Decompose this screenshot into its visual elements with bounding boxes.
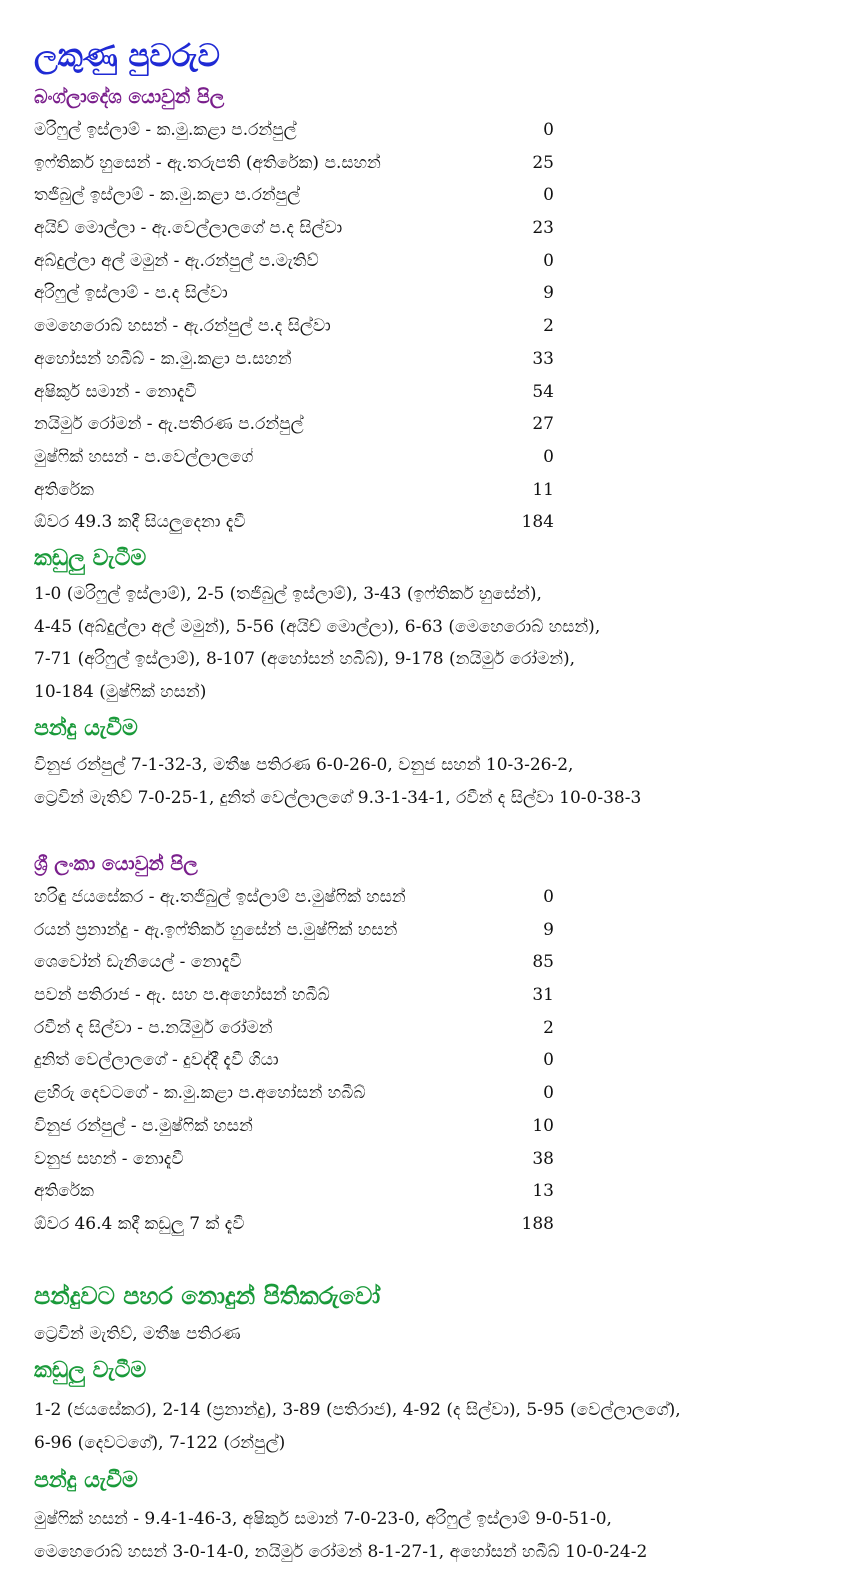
bangladesh-bowling-heading: පන්දු යැවීම	[34, 716, 138, 741]
batter-runs: 33	[532, 348, 554, 369]
batter-runs: 0	[543, 887, 554, 907]
dnb-line: ට්‍රෙවින් මැතිව්, මතීෂ පතිරණ	[34, 1324, 241, 1344]
batting-row	[34, 408, 554, 441]
batter-dismissal: තජිබුල් ඉස්ලාම් - ක.මු.කළා ප.රන්පුල්	[34, 185, 301, 206]
extras-label: අතිරේක	[34, 1181, 94, 1202]
batter-runs: 54	[532, 381, 554, 402]
batting-row	[34, 1143, 554, 1176]
batting-row	[34, 179, 554, 212]
batting-row	[34, 245, 554, 278]
batting-row	[34, 277, 554, 310]
total-label: ඕවර 49.3 කදී සියලුදෙනා දැවී	[34, 512, 246, 533]
extras-row	[34, 1175, 554, 1208]
batter-runs: 9	[543, 919, 554, 940]
batter-runs: 9	[543, 283, 554, 304]
bowling-line: ට්‍රෙවින් මැතිව් 7-0-25-1, දුනිත් වෙල්ලාලගේ 9.3-1-34-1, රවීන් ද සිල්වා 10-0-38-3	[34, 787, 642, 808]
batter-runs: 31	[532, 985, 554, 1006]
bangladesh-team-title: බංග්ලාදේශ යොවුන් පිල	[34, 86, 225, 108]
bowling-line: විනුජ රන්පුල් 7-1-32-3, මතීෂ පතිරණ 6-0-26-0, වනුජ සහන් 10-3-26-2,	[34, 755, 574, 775]
batter-dismissal: අබ්දුල්ලා අල් මමුන් - ඇ.රන්පුල් ප.මැතිව්	[34, 250, 319, 271]
extras-row	[34, 474, 554, 507]
batting-row	[34, 1077, 554, 1110]
extras-runs: 11	[532, 479, 554, 500]
total-label: ඕවර 46.4 කදී කඩුලු 7 ක් දැවී	[34, 1213, 245, 1234]
batter-runs: 85	[532, 952, 554, 973]
batter-runs: 38	[532, 1148, 554, 1169]
batter-dismissal: ළහිරු දෙවටගේ - ක.මු.කළා ප.අහෝසන් හබීබ්	[34, 1083, 366, 1104]
batter-dismissal: අහෝසන් හබීබ් - ක.මු.කළා ප.සහන්	[34, 348, 292, 369]
batter-runs: 10	[532, 1115, 554, 1136]
fow-line: 10-184 (මුෂ්ෆික් හසන්)	[34, 682, 207, 703]
batter-dismissal: රයන් ප්‍රනාන්දු - ඇ.ඉෆ්තිකර් හුසේන් ප.මුෂ්ෆික් හසන්	[34, 919, 398, 940]
batter-dismissal: පවන් පතිරාජ - ඇ. සහ ප.අහෝසන් හබීබ්	[34, 985, 330, 1006]
batter-runs: 0	[543, 120, 554, 140]
batter-dismissal: මුෂ්ෆික් හසන් - ප.වෙල්ලාලගේ	[34, 446, 254, 467]
batter-dismissal: රවීන් ද සිල්වා - ප.නයිමුර් රෝමන්	[34, 1017, 273, 1038]
batting-row	[34, 376, 554, 409]
batter-dismissal: ශෙවෝන් ඩැනියෙල් - නොදැවී	[34, 952, 242, 973]
srilanka-dnb-heading: පන්දුවට පහර නොදුන් පිතිකරුවෝ	[34, 1282, 381, 1310]
fow-line: 1-2 (ජයසේකර), 2-14 (ප්‍රනාන්දු), 3-89 (පතිරාජ), 4-92 (ද සිල්වා), 5-95 (වෙල්ලාලගේ),	[34, 1400, 681, 1420]
bowling-line: මුෂ්ෆික් හසන් - 9.4-1-46-3, අෂිකුර් සමාන් 7-0-23-0, අරිෆුල් ඉස්ලාම් 9-0-51-0,	[34, 1509, 612, 1529]
total-runs: 184	[521, 512, 554, 533]
srilanka-team-title: ශ්‍රී ලංකා යොවුන් පිල	[34, 853, 198, 875]
batting-row	[34, 114, 554, 147]
bangladesh-batting-list	[34, 114, 554, 539]
batter-dismissal: නයිමුර් රෝමන් - ඇ.පතිරණ ප.රන්පුල්	[34, 414, 304, 435]
batter-dismissal: ඉෆ්තිකර් හුසෙන් - ඇ.තරුපති (අතිරේක) ප.සහන්	[34, 152, 381, 173]
total-row	[34, 506, 554, 539]
batter-runs: 27	[532, 414, 554, 435]
extras-label: අතිරේක	[34, 479, 94, 500]
total-row	[34, 1208, 554, 1241]
bowling-line: මෙහෙරොබ් හසන් 3-0-14-0, නයිමුර් රෝමන් 8-1-27-1, අහෝසන් හබීබ් 10-0-24-2	[34, 1541, 648, 1562]
srilanka-fow-text	[34, 1394, 824, 1459]
batting-row	[34, 881, 554, 914]
batting-row	[34, 1044, 554, 1077]
extras-runs: 13	[532, 1181, 554, 1202]
srilanka-bowling-heading: පන්දු යැවීම	[34, 1468, 138, 1493]
fow-line: 1-0 (මරිෆුල් ඉස්ලාම්), 2-5 (තජිබුල් ඉස්ලාම්), 3-43 (ඉෆ්තිකර් හුසේන්),	[34, 584, 542, 604]
batting-row	[34, 946, 554, 979]
batting-row	[34, 979, 554, 1012]
batter-runs: 2	[543, 316, 554, 337]
srilanka-batting-list	[34, 881, 554, 1241]
batter-dismissal: අයිච් මොල්ලා - ඇ.වෙල්ලාලගේ ප.ද සිල්වා	[34, 218, 343, 239]
batter-runs: 0	[543, 185, 554, 206]
batter-dismissal: හරිඳු ජයසේකර - ඇ.තජිබුල් ඉස්ලාම් ප.මුෂ්ෆික් හසන්	[34, 887, 406, 907]
batting-row	[34, 441, 554, 474]
batter-runs: 0	[543, 446, 554, 467]
page-title: ලකුණු පුවරුව	[34, 38, 220, 74]
bangladesh-bowling-text	[34, 749, 824, 814]
batter-dismissal: විනුජ රන්පුල් - ප.මුෂ්ෆික් හසන්	[34, 1115, 253, 1136]
srilanka-dnb-text	[34, 1318, 824, 1351]
fow-line: 4-45 (අබ්දුල්ලා අල් මමුන්), 5-56 (අයිච් මොල්ලා), 6-63 (මෙහෙරොබ් හසන්),	[34, 616, 601, 637]
batter-runs: 0	[543, 250, 554, 271]
batter-runs: 25	[532, 152, 554, 173]
batter-runs: 23	[532, 218, 554, 239]
bangladesh-fow-text	[34, 578, 824, 709]
batting-row	[34, 147, 554, 180]
batter-dismissal: වනුජ සහන් - නොදැවී	[34, 1148, 184, 1169]
batting-row	[34, 212, 554, 245]
bangladesh-fow-heading: කඩුලු වැටීම	[34, 546, 147, 571]
fow-line: 6-96 (දෙවටගේ), 7-122 (රන්පුල්)	[34, 1432, 286, 1453]
batting-row	[34, 914, 554, 947]
batting-row	[34, 343, 554, 376]
batter-dismissal: අරිෆුල් ඉස්ලාම් - ප.ද සිල්වා	[34, 283, 228, 304]
srilanka-bowling-text	[34, 1503, 824, 1568]
srilanka-fow-heading: කඩුලු වැටීම	[34, 1358, 147, 1383]
batting-row	[34, 1012, 554, 1045]
batting-row	[34, 310, 554, 343]
batter-runs: 0	[543, 1083, 554, 1104]
batter-dismissal: අෂිකුර් සමාන් - නොදැවී	[34, 381, 197, 402]
fow-line: 7-71 (අරිෆුල් ඉස්ලාම්), 8-107 (අහෝසන් හබීබ්), 9-178 (නයිමුර් රෝමන්),	[34, 649, 576, 670]
total-runs: 188	[521, 1213, 554, 1234]
batter-dismissal: මරිෆුල් ඉස්ලාම් - ක.මු.කළා ප.රන්පුල්	[34, 120, 297, 140]
batting-row	[34, 1110, 554, 1143]
batter-runs: 2	[543, 1017, 554, 1038]
batter-dismissal: දුනිත් වෙල්ලාලගේ - දුවද්දී දැවී ගියා	[34, 1050, 279, 1071]
batter-runs: 0	[543, 1050, 554, 1071]
batter-dismissal: මෙහෙරොබ් හසන් - ඇ.රන්පුල් ප.ද සිල්වා	[34, 316, 331, 337]
